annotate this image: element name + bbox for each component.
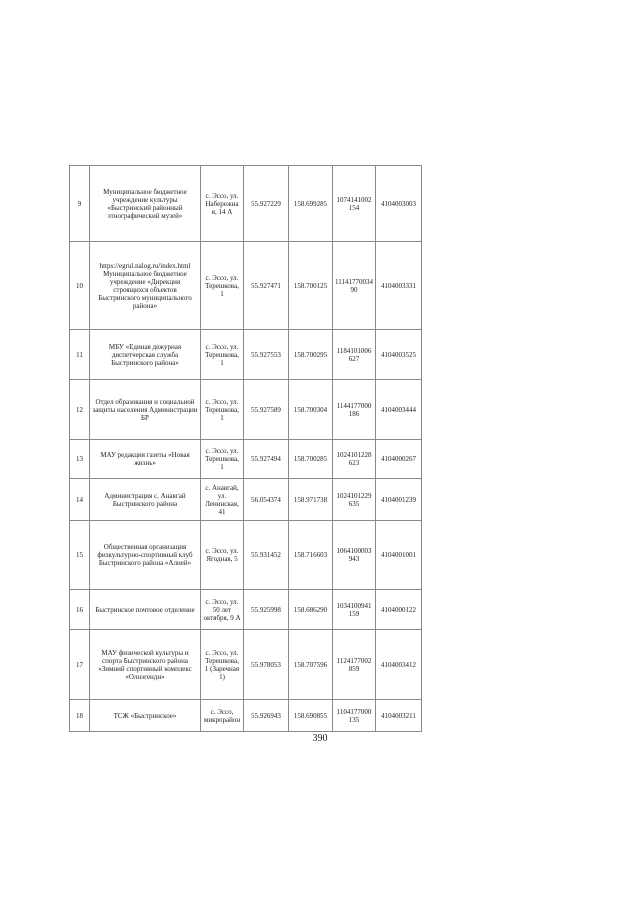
organization-name: Администрация с. Анавгай Быстринского района xyxy=(90,479,201,521)
longitude: 158.700304 xyxy=(289,380,333,440)
latitude: 55.927471 xyxy=(244,242,289,330)
inn: 4104003444 xyxy=(376,380,422,440)
organization-name: МАУ физической культуры и спорта Быстринского района «Зимний спортивный комплекс «Олнэгенди» xyxy=(90,630,201,700)
address: с. Эссо, ул. Ягодная, 5 xyxy=(201,521,244,590)
longitude: 158.716603 xyxy=(289,521,333,590)
latitude: 55.927494 xyxy=(244,440,289,479)
longitude: 158.707596 xyxy=(289,630,333,700)
address: с. Эссо, ул. 50 лет октября, 9 А xyxy=(201,590,244,630)
organization-name: МБУ «Единая дежурная диспетчерская служба Быстринского района» xyxy=(90,330,201,380)
address: с. Анавгай, ул. Ленинская, 41 xyxy=(201,479,244,521)
address: с. Эссо, ул. Терешкова, 1 xyxy=(201,242,244,330)
latitude: 56.054374 xyxy=(244,479,289,521)
table-row xyxy=(70,380,422,440)
latitude: 55.926943 xyxy=(244,700,289,732)
latitude: 55.925998 xyxy=(244,590,289,630)
table-row xyxy=(70,479,422,521)
latitude: 55.978053 xyxy=(244,630,289,700)
address: с. Эссо, ул. Терешкова, 1 xyxy=(201,440,244,479)
row-number: 11 xyxy=(70,330,90,380)
ogrn: 1114177003490 xyxy=(333,242,376,330)
ogrn: 1024101228623 xyxy=(333,440,376,479)
inn: 4104003331 xyxy=(376,242,422,330)
registry-table xyxy=(69,165,422,732)
table-row xyxy=(70,330,422,380)
table-row xyxy=(70,521,422,590)
table-row xyxy=(70,242,422,330)
address: с. Эссо, ул. Терешкова, 1 (Заречная 1) xyxy=(201,630,244,700)
table-row xyxy=(70,700,422,732)
row-number: 17 xyxy=(70,630,90,700)
inn: 4104000267 xyxy=(376,440,422,479)
row-number: 18 xyxy=(70,700,90,732)
row-number: 14 xyxy=(70,479,90,521)
address: с. Эссо, ул. Терешкова, 1 xyxy=(201,330,244,380)
address: с. Эссо, ул. Набережна я, 14 А xyxy=(201,166,244,242)
longitude: 158.686290 xyxy=(289,590,333,630)
page-number: 390 xyxy=(312,733,328,744)
table-row xyxy=(70,166,422,242)
longitude: 158.700285 xyxy=(289,440,333,479)
ogrn: 1104177000135 xyxy=(333,700,376,732)
table-row xyxy=(70,590,422,630)
ogrn: 1064100003943 xyxy=(333,521,376,590)
inn: 4104003003 xyxy=(376,166,422,242)
longitude: 158.971738 xyxy=(289,479,333,521)
latitude: 55.927589 xyxy=(244,380,289,440)
row-number: 10 xyxy=(70,242,90,330)
longitude: 158.700295 xyxy=(289,330,333,380)
organization-name: https://egrul.nalog.ru/index.html Муниципальное бюджетное учреждение «Дирекция строящихся объектов Быстринского муниципального района» xyxy=(90,242,201,330)
ogrn: 1024101229635 xyxy=(333,479,376,521)
inn: 4104003211 xyxy=(376,700,422,732)
organization-name: МАУ редакция газеты «Новая жизнь» xyxy=(90,440,201,479)
ogrn: 1184101006627 xyxy=(333,330,376,380)
ogrn: 1074141002154 xyxy=(333,166,376,242)
latitude: 55.927229 xyxy=(244,166,289,242)
address: с. Эссо, микрорайон xyxy=(201,700,244,732)
ogrn: 1124177002859 xyxy=(333,630,376,700)
ogrn: 1144177000186 xyxy=(333,380,376,440)
organization-name: Отдел образования и социальной защиты населения Администрации БР xyxy=(90,380,201,440)
organization-name: ТСЖ «Быстринское» xyxy=(90,700,201,732)
table-row xyxy=(70,440,422,479)
latitude: 55.927553 xyxy=(244,330,289,380)
longitude: 158.690855 xyxy=(289,700,333,732)
organization-name: Муниципальное бюджетное учреждение культуры «Быстринский районный этнографический музей» xyxy=(90,166,201,242)
row-number: 15 xyxy=(70,521,90,590)
row-number: 12 xyxy=(70,380,90,440)
inn: 4104001001 xyxy=(376,521,422,590)
organization-name: Общественная организация физкультурно-спортивный клуб Быстринского района «Алней» xyxy=(90,521,201,590)
organization-name: Быстринское почтовое отделение xyxy=(90,590,201,630)
address: с. Эссо, ул. Терешкова, 1 xyxy=(201,380,244,440)
longitude: 158.700125 xyxy=(289,242,333,330)
inn: 4104003525 xyxy=(376,330,422,380)
ogrn: 1034100941159 xyxy=(333,590,376,630)
row-number: 16 xyxy=(70,590,90,630)
inn: 4104001239 xyxy=(376,479,422,521)
table-row xyxy=(70,630,422,700)
row-number: 9 xyxy=(70,166,90,242)
longitude: 158.699285 xyxy=(289,166,333,242)
inn: 4104003412 xyxy=(376,630,422,700)
inn: 4104000122 xyxy=(376,590,422,630)
row-number: 13 xyxy=(70,440,90,479)
latitude: 55.931452 xyxy=(244,521,289,590)
